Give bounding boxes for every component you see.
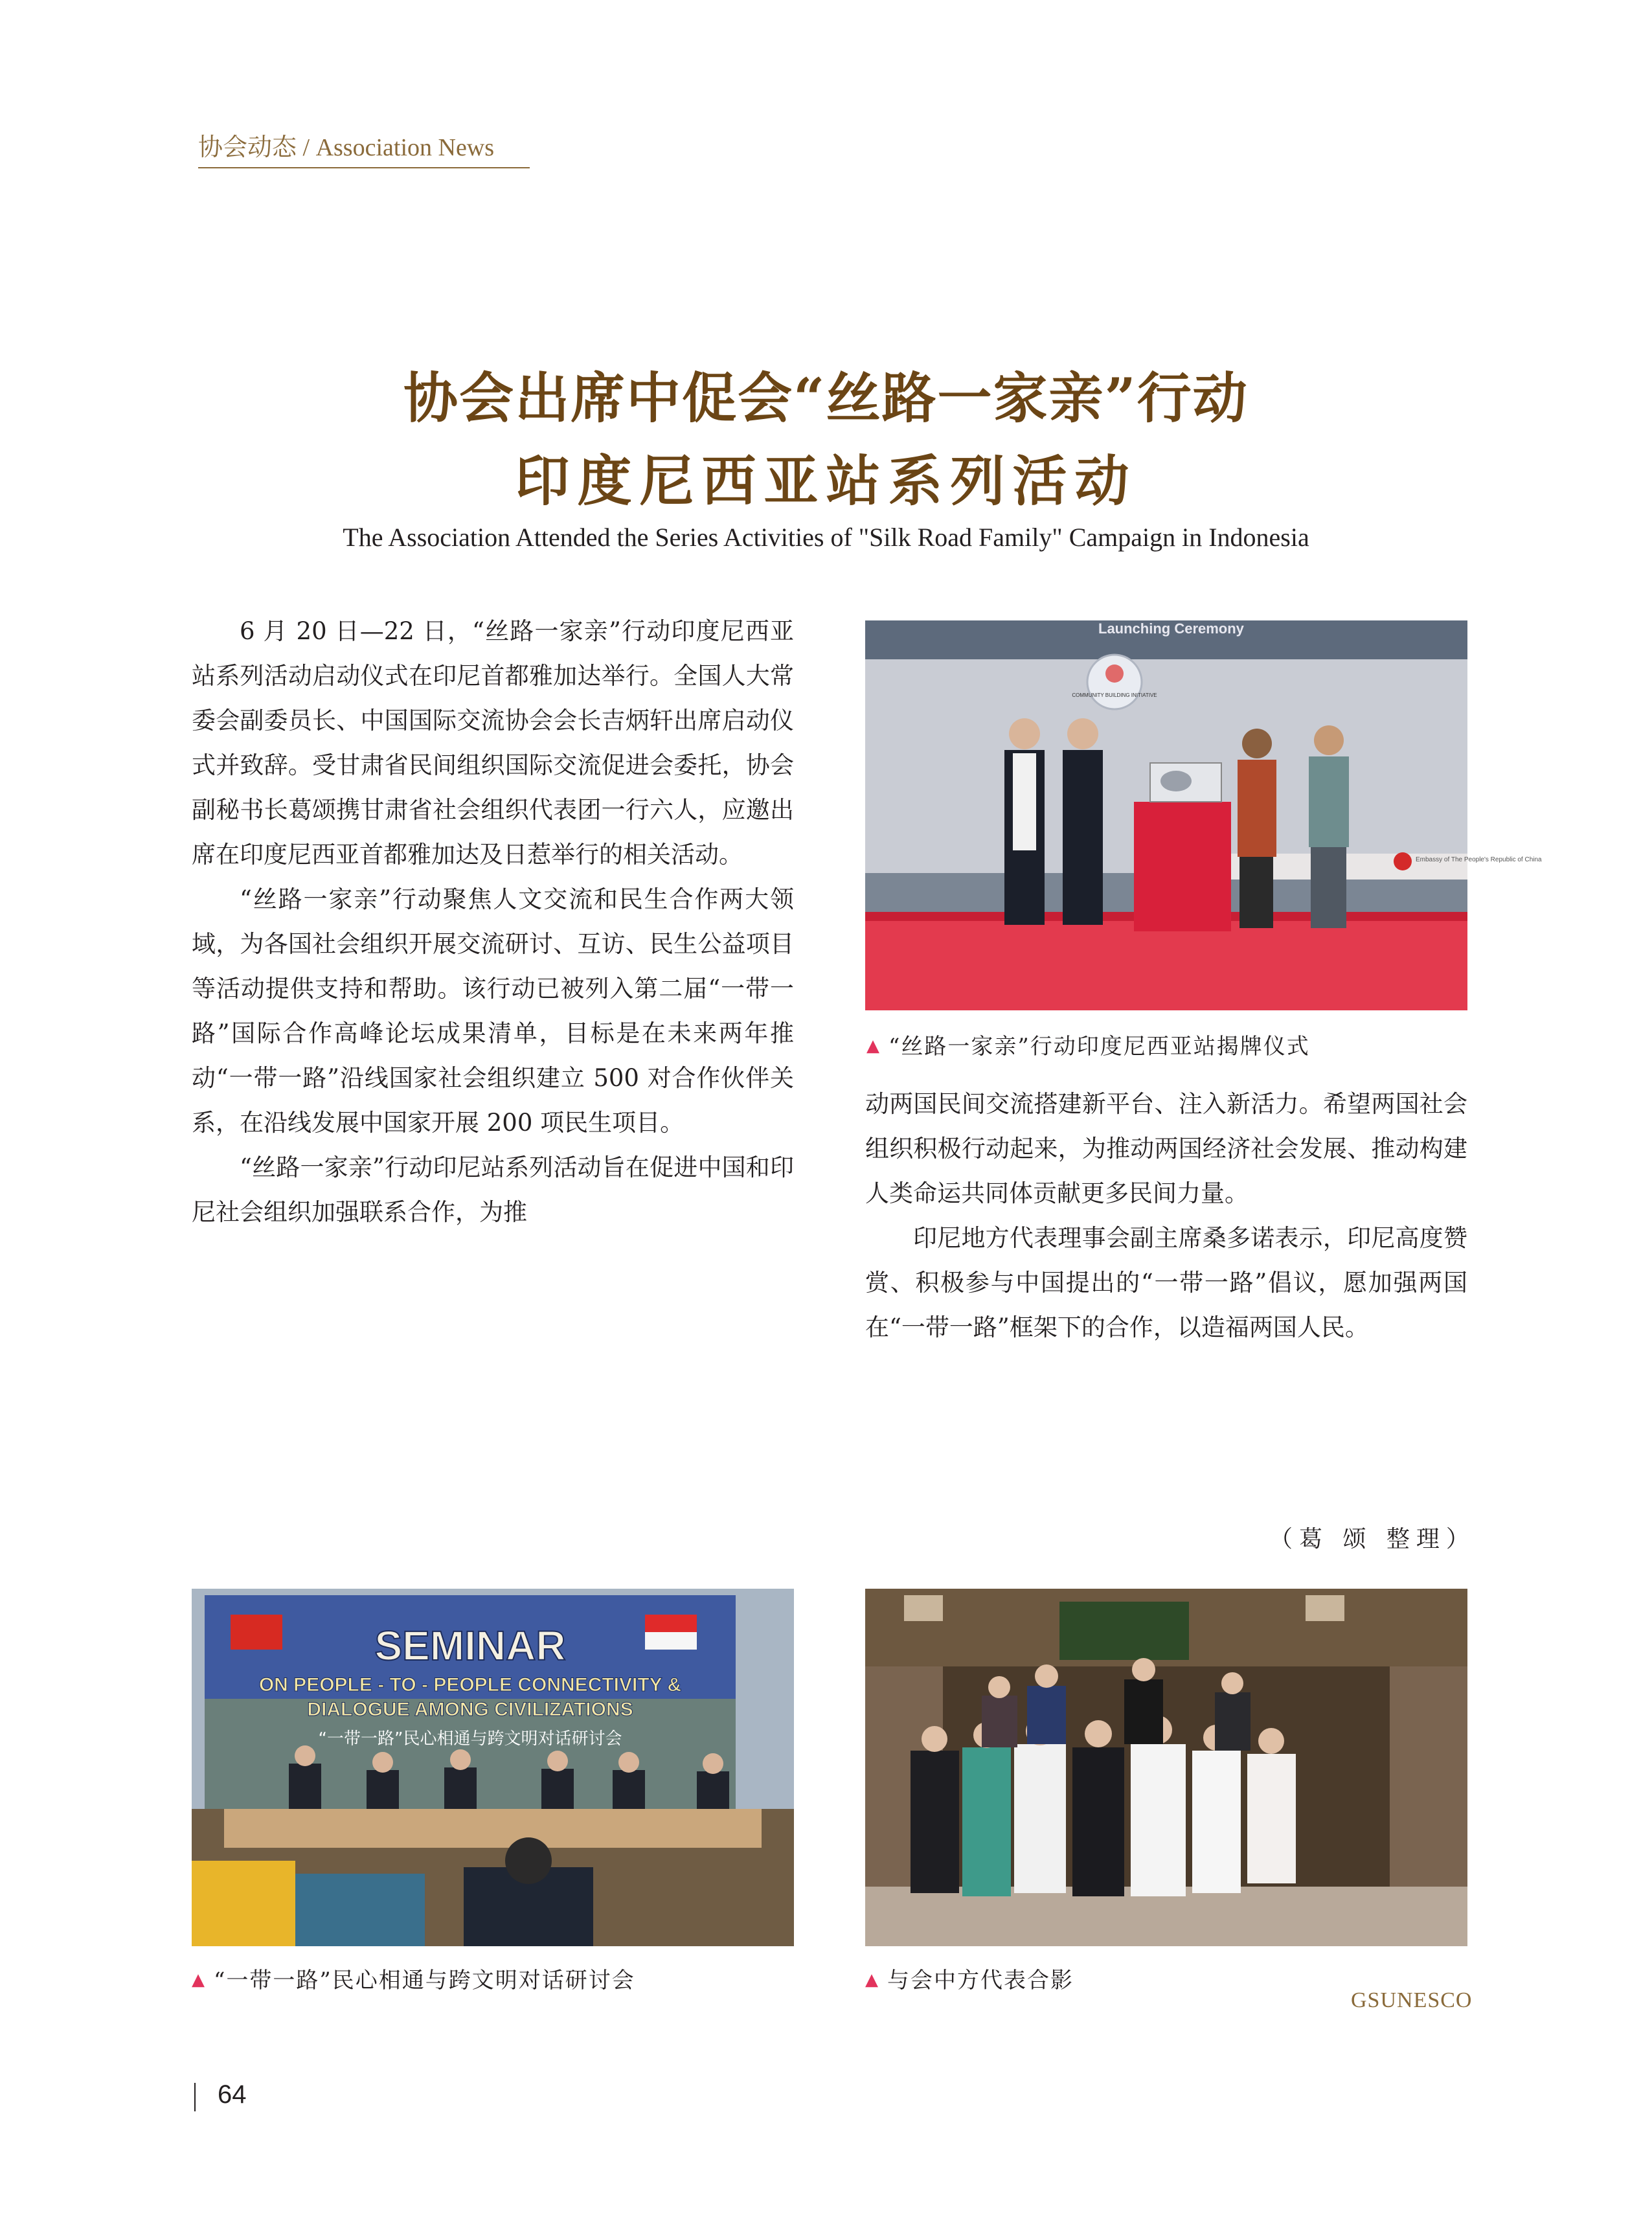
article-title-line2: 印度尼西亚站系列活动 xyxy=(515,449,1137,513)
publication-mark: GSUNESCO xyxy=(1351,1988,1473,2012)
ceremony-embassy-text: Embassy of The People's Republic of China xyxy=(1416,856,1542,863)
body-paragraph: 6 月 20 日—22 日，“丝路一家亲”行动印度尼西亚站系列活动启动仪式在印尼首都雅加达举行。全国人大常委会副委员长、中国国际交流协会会长吉炳轩出席启动仪式并致辞。受甘肃省民间组织国际交流促进会委托，协会副秘书长葛颂携甘肃省社会组织代表团一行六人，应邀出席在印度尼西亚首都雅加达及日惹举行的相关活动。 xyxy=(192,617,794,869)
caption-text: “一带一路”民心相通与跨文明对话研讨会 xyxy=(214,1968,635,1993)
caption-text: “丝路一家亲”行动印度尼西亚站揭牌仪式 xyxy=(888,1034,1310,1060)
caption-unveiling-ceremony xyxy=(866,1028,1310,1060)
seminar-banner-line2: DIALOGUE AMONG CIVILIZATIONS xyxy=(307,1699,633,1720)
article-subtitle-en: The Association Attended the Series Activities of "Silk Road Family" Campaign in Indonesia xyxy=(343,523,1309,552)
photo-unveiling-ceremony xyxy=(865,620,1542,1010)
body-column-left xyxy=(192,609,794,1234)
body-paragraph: “丝路一家亲”行动聚焦人文交流和民生合作两大领域，为各国社会组织开展交流研讨、互访、民生公益项目等活动提供支持和帮助。该行动已被列入第二届“一带一路”国际合作高峰论坛成果清单，目标是在未来两年推动“一带一路”沿线国家社会组织建立 500 对合作伙伴关系，在沿线发展中国家开展 200 项民生项目。 xyxy=(192,885,794,1137)
section-underline xyxy=(198,167,530,168)
triangle-marker-icon: ▲ xyxy=(866,1036,881,1056)
body-column-right xyxy=(865,1082,1467,1350)
photo-seminar xyxy=(192,1589,794,1946)
section-separator: / xyxy=(297,134,316,161)
seminar-banner-title: SEMINAR xyxy=(374,1622,566,1669)
caption-seminar xyxy=(192,1962,635,1994)
page-number: 64 xyxy=(218,2080,247,2109)
body-paragraph: 动两国民间交流搭建新平台、注入新活力。希望两国社会组织积极行动起来，为推动两国经济社会发展、推动构建人类命运共同体贡献更多民间力量。 xyxy=(865,1090,1467,1207)
ceremony-banner-text: Launching Ceremony xyxy=(1098,620,1244,637)
caption-text: 与会中方代表合影 xyxy=(887,1968,1074,1993)
body-paragraph: 印尼地方代表理事会副主席桑多诺表示，印尼高度赞赏、积极参与中国提出的“一带一路”倡议，愿加强两国在“一带一路”框架下的合作，以造福两国人民。 xyxy=(865,1224,1467,1341)
article-title-line1: 协会出席中促会“丝路一家亲”行动 xyxy=(403,366,1249,430)
seminar-banner-cn: “一带一路”民心相通与跨文明对话研讨会 xyxy=(318,1729,622,1749)
section-label-cn: 协会动态 xyxy=(198,133,297,161)
page-number-rule xyxy=(194,2083,196,2111)
section-tag xyxy=(198,127,494,163)
triangle-marker-icon: ▲ xyxy=(865,1970,879,1990)
seminar-banner-line1: ON PEOPLE - TO - PEOPLE CONNECTIVITY & xyxy=(258,1674,682,1696)
triangle-marker-icon: ▲ xyxy=(192,1970,206,1990)
photo-group xyxy=(865,1589,1467,1946)
body-paragraph: “丝路一家亲”行动印尼站系列活动旨在促进中国和印尼社会组织加强联系合作，为推 xyxy=(192,1153,794,1226)
ceremony-logo-text: COMMUNITY BUILDING INITIATIVE xyxy=(1072,692,1157,698)
caption-group xyxy=(865,1962,1074,1994)
section-label-en: Association News xyxy=(315,134,495,161)
compiler-credit: （葛 颂 整理） xyxy=(1269,1526,1476,1552)
